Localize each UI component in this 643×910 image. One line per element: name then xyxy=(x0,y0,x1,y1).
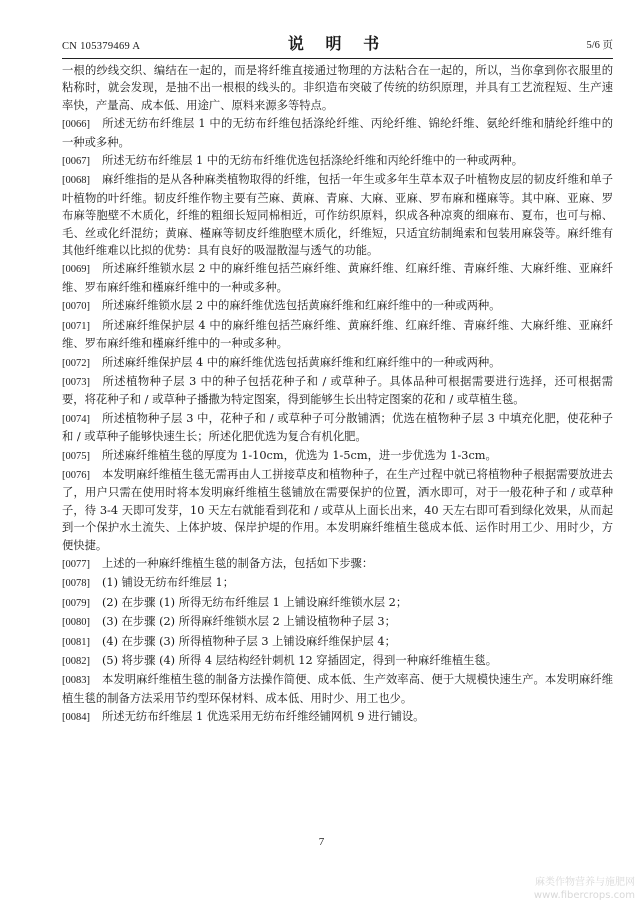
document-body xyxy=(62,62,613,728)
paragraph-text: 所述麻纤维锁水层 2 中的麻纤维优选包括黄麻纤维和红麻纤维中的一种或两种。 xyxy=(102,299,501,313)
paragraph-text: 所述麻纤维植生毯的厚度为 1-10cm，优选为 1-5cm，进一步优选为 1-3cm。 xyxy=(102,448,497,462)
paragraph-text: 所述无纺布纤维层 1 中的无纺布纤维包括涤纶纤维、丙纶纤维、锦纶纤维、氨纶纤维和腈纶纤维中的一种或多种。 xyxy=(62,117,613,149)
paragraph-number: [0076] xyxy=(62,469,90,481)
numbered-paragraph xyxy=(62,671,613,707)
paragraph-number: [0074] xyxy=(62,413,90,425)
paragraph-number: [0066] xyxy=(62,119,90,131)
paragraph-number: [0082] xyxy=(62,656,90,667)
paragraph-text: 所述麻纤维保护层 4 中的麻纤维包括苎麻纤维、黄麻纤维、红麻纤维、青麻纤维、大麻纤维、亚麻纤维、罗布麻纤维和槿麻纤维中的一种或多种。 xyxy=(62,318,613,351)
numbered-paragraph xyxy=(62,708,613,726)
paragraph-text: 所述无纺布纤维层 1 中的无纺布纤维优选包括涤纶纤维和丙纶纤维中的一种或两种。 xyxy=(102,154,524,168)
numbered-paragraph xyxy=(62,115,613,151)
paragraph-number: [0069] xyxy=(62,264,90,276)
paragraph-text: 所述麻纤维锁水层 2 中的麻纤维包括苎麻纤维、黄麻纤维、红麻纤维、青麻纤维、大麻纤维、亚麻纤维、罗布麻纤维和槿麻纤维中的一种或多种。 xyxy=(62,262,613,294)
page-header xyxy=(62,30,613,59)
paragraph-text: (2) 在步骤 (1) 所得无纺布纤维层 1 上铺设麻纤维锁水层 2； xyxy=(102,595,408,609)
numbered-paragraph xyxy=(62,613,613,631)
paragraph-text: (4) 在步骤 (3) 所得植物种子层 3 上铺设麻纤维保护层 4； xyxy=(102,634,396,648)
paragraph-text: (5) 将步骤 (4) 所得 4 层结构经针刺机 12 穿插固定，得到一种麻纤维植生毯。 xyxy=(102,654,498,667)
paragraph-text: 上述的一种麻纤维植生毯的制备方法，包括如下步骤： xyxy=(102,556,374,570)
paragraph-number: [0071] xyxy=(62,320,90,332)
paragraph-number: [0083] xyxy=(62,675,90,687)
numbered-paragraph xyxy=(62,152,613,170)
paragraph-number: [0068] xyxy=(62,175,90,187)
paragraph-text: (1) 铺设无纺布纤维层 1； xyxy=(102,576,235,590)
page-indicator: 5/6 页 xyxy=(586,40,613,51)
paragraph-text: (3) 在步骤 (2) 所得麻纤维锁水层 2 上铺设植物种子层 3； xyxy=(102,615,396,629)
paragraph-number: [0078] xyxy=(62,578,90,590)
watermark-url: www.fibercrops.com xyxy=(533,890,635,901)
paragraph-list xyxy=(62,115,613,726)
document-title: 说 明 书 xyxy=(287,34,388,53)
paragraph-number: [0077] xyxy=(62,558,90,570)
paragraph-text: 所述植物种子层 3 中，花种子和 / 或草种子可分散铺洒；优选在植物种子层 3 中填充化肥，使花种子和 / 或草种子能够快速生长；所述化肥优选为复合有机化肥。 xyxy=(62,411,613,444)
page-number: 7 xyxy=(318,836,325,848)
patent-number: CN 105379469 A xyxy=(62,41,141,52)
paragraph-text: 麻纤维指的是从各种麻类植物取得的纤维，包括一年生或多年生草本双子叶植物皮层的韧皮纤维和单子叶植物的叶纤维。韧皮纤维作物主要有苎麻、黄麻、青麻、大麻、亚麻、罗布麻和槿麻等。其中麻、亚麻、罗布麻等胞壁不木质化，纤维的粗细长短同棉相近，可作纺织原料，织成各种凉爽的细麻布、夏布，也可与棉、毛、丝或化纤混纺；黄麻、槿麻等韧皮纤维胞壁木质化，纤维短，只适宜纺制绳索和包装用麻袋等。麻纤维有其他纤维难以比拟的优势：具有良好的吸湿散湿与透气的功能。 xyxy=(62,173,613,258)
numbered-paragraph xyxy=(62,466,613,554)
paragraph-text: 所述植物种子层 3 中的种子包括花种子和 / 或草种子。具体品种可根据需要进行选择，还可根据需要，将花种子和 / 或草种子播撒为特定图案，得到能够生长出特定图案的花和 / 或草植生毯。 xyxy=(62,374,613,407)
numbered-paragraph xyxy=(62,171,613,259)
paragraph-number: [0079] xyxy=(62,597,90,609)
paragraph-number: [0081] xyxy=(62,636,90,648)
numbered-paragraph xyxy=(62,317,613,353)
numbered-paragraph xyxy=(62,447,613,465)
numbered-paragraph xyxy=(62,652,613,670)
numbered-paragraph xyxy=(62,410,613,446)
numbered-paragraph xyxy=(62,354,613,372)
paragraph-number: [0072] xyxy=(62,357,90,369)
paragraph-number: [0070] xyxy=(62,301,90,313)
numbered-paragraph xyxy=(62,555,613,573)
numbered-paragraph xyxy=(62,373,613,409)
numbered-paragraph xyxy=(62,574,613,592)
paragraph-text: 本发明麻纤维植生毯无需再由人工拼接草皮和植物种子，在生产过程中就已将植物种子根据需要放进去了，用户只需在使用时将本发明麻纤维植生毯铺放在需要保护的位置，洒水即可，对于一般花种子和 / 或草种子，待 3-4 天即可发芽，10 天左右就能看到花和 / 或草从上面长出来，40 天左右即可看到绿化效果，从而起到一个保护水土流失、上体护坡、保岸护堤的作用。本发明麻纤维植生毯成本低、运作时用工少、用时少，方便快捷。 xyxy=(62,467,613,552)
numbered-paragraph xyxy=(62,633,613,651)
numbered-paragraph xyxy=(62,594,613,612)
paragraph-number: [0080] xyxy=(62,617,90,629)
paragraph-number: [0073] xyxy=(62,376,90,388)
numbered-paragraph xyxy=(62,260,613,296)
paragraph-text: 本发明麻纤维植生毯的制备方法操作简便、成本低、生产效率高、便于大规模快速生产。本发明麻纤维植生毯的制备方法采用节约型环保材料、成本低、用时少、用工也少。 xyxy=(62,673,613,705)
continuation-paragraph: 一根的纱线交织、编结在一起的，而是将纤维直接通过物理的方法粘合在一起的，所以，当你拿到你衣服里的粘称时，就会发现，是抽不出一根根的线头的。非织造布突破了传统的纺织原理，并具有工艺流程短、生产速率快，产量高、成本低、用途广、原料来源多等特点。 xyxy=(62,64,613,112)
paragraph-number: [0084] xyxy=(62,712,90,724)
paragraph-text: 所述麻纤维保护层 4 中的麻纤维优选包括黄麻纤维和红麻纤维中的一种或两种。 xyxy=(102,355,501,369)
watermark xyxy=(534,876,635,902)
paragraph-text: 所述无纺布纤维层 1 优选采用无纺布纤维经铺网机 9 进行铺设。 xyxy=(102,710,425,724)
paragraph-number: [0067] xyxy=(62,156,90,168)
paragraph-number: [0075] xyxy=(62,450,90,462)
numbered-paragraph xyxy=(62,297,613,315)
watermark-site-name: 麻类作物营养与施肥网 xyxy=(535,877,635,888)
